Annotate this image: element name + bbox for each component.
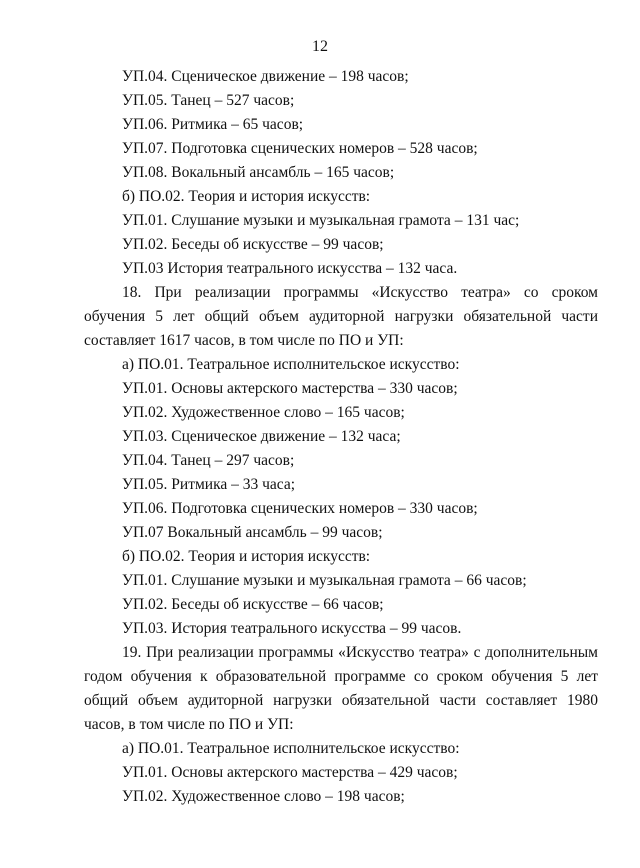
list-item: УП.06. Подготовка сценических номеров – 330 часов; [122,500,478,517]
list-item: УП.02. Беседы об искусстве – 99 часов; [122,236,384,253]
list-item: УП.04. Танец – 297 часов; [122,452,295,469]
list-item: УП.01. Слушание музыки и музыкальная грамота – 66 часов; [122,572,527,589]
list-item: УП.08. Вокальный ансамбль – 165 часов; [122,164,395,181]
section-heading: б) ПО.02. Теория и история искусств: [122,548,371,565]
section-heading: а) ПО.01. Театральное исполнительское искусство: [122,356,460,373]
list-item: УП.05. Ритмика – 33 часа; [122,476,296,493]
list-item: УП.02. Беседы об искусстве – 66 часов; [122,596,384,613]
list-item: УП.03 История театрального искусства – 132 часа. [122,260,458,277]
page-number: 12 [312,38,328,55]
list-item: УП.02. Художественное слово – 198 часов; [122,788,405,805]
paragraph-19: 19. При реализации программы «Искусство театра» с дополнительным годом обучения к образовательной программе со сроком обучения 5 лет общий объем аудиторной нагрузки обязательной части составляет 1980 часов, в том числе по ПО и УП: [84,644,598,733]
list-item: УП.01. Слушание музыки и музыкальная грамота – 131 час; [122,212,520,229]
section-heading: а) ПО.01. Театральное исполнительское искусство: [122,740,460,757]
list-item: УП.07 Вокальный ансамбль – 99 часов; [122,524,383,541]
list-item: УП.03. Сценическое движение – 132 часа; [122,428,401,445]
list-item: УП.03. История театрального искусства – 99 часов. [122,620,462,637]
list-item: УП.05. Танец – 527 часов; [122,92,295,109]
list-item: УП.01. Основы актерского мастерства – 429 часов; [122,764,458,781]
list-item: УП.07. Подготовка сценических номеров – 528 часов; [122,140,478,157]
list-item: УП.01. Основы актерского мастерства – 330 часов; [122,380,458,397]
list-item: УП.04. Сценическое движение – 198 часов; [122,68,409,85]
paragraph-18: 18. При реализации программы «Искусство театра» со сроком обучения 5 лет общий объем аудиторной нагрузки обязательной части составляет 1617 часов, в том числе по ПО и УП: [84,284,598,349]
document-body [84,65,598,809]
list-item: УП.02. Художественное слово – 165 часов; [122,404,405,421]
list-item: УП.06. Ритмика – 65 часов; [122,116,304,133]
section-heading: б) ПО.02. Теория и история искусств: [122,188,371,205]
